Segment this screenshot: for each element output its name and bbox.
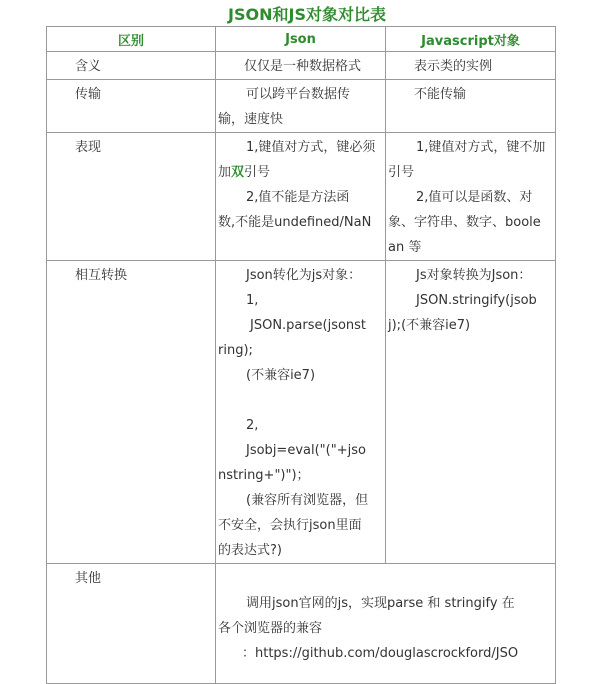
header-js-object: Javascript对象	[386, 27, 556, 52]
table-row-expression	[47, 133, 556, 261]
page-title: JSON和JS对象对比表	[228, 5, 386, 24]
merged-cell: 调用json官网的js，实现parse 和 stringify 在 各个浏览器的兼容 ：https://github.com/douglascrockford/JSO	[216, 564, 556, 684]
js-cell: 1,键值对方式，键不加 引号 2,值可以是函数、对 象、字符串、数字、boole an 等	[386, 133, 556, 261]
row-label: 传输	[47, 80, 216, 133]
header-row	[47, 27, 556, 52]
js-cell: Js对象转换为Json： JSON.stringify(jsob j);(不兼容ie7)	[386, 261, 556, 564]
row-label: 其他	[47, 564, 216, 684]
js-cell: 表示类的实例	[386, 52, 556, 80]
row-label: 相互转换	[47, 261, 216, 564]
table-row-transfer	[47, 80, 556, 133]
header-difference: 区别	[47, 27, 216, 52]
json-cell: 仅仅是一种数据格式	[216, 52, 386, 80]
table-row-conversion	[47, 261, 556, 564]
js-cell: 不能传输	[386, 80, 556, 133]
comparison-table	[46, 26, 556, 684]
row-label: 表现	[47, 133, 216, 261]
header-json: Json	[216, 27, 386, 52]
json-cell: 1,键值对方式，键必须 加双引号 2,值不能是方法函 数,不能是undefined/NaN	[216, 133, 386, 261]
table-row-other	[47, 564, 556, 684]
row-label: 含义	[47, 52, 216, 80]
json-cell: 可以跨平台数据传 输，速度快	[216, 80, 386, 133]
json-cell: Json转化为js对象： 1, JSON.parse(jsonst ring); (不兼容ie7) 2, Jsobj=eval("("+jso nstring+")")； (兼容所有浏览器，但 不安全，会执行json里面 的表达式?)	[216, 261, 386, 564]
table-row-meaning	[47, 52, 556, 80]
